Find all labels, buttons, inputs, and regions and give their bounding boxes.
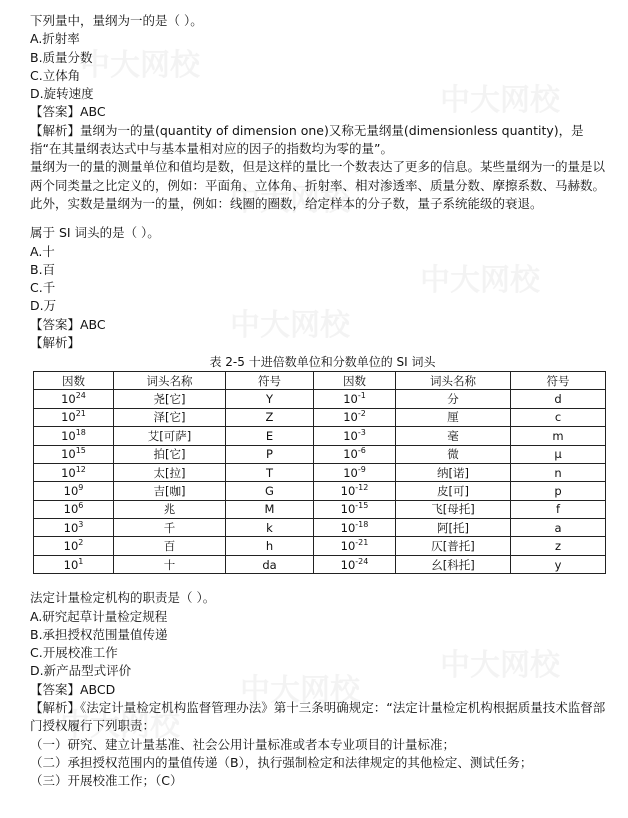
factor-exponent: -12 bbox=[355, 482, 369, 492]
prefix-name-cell: 皮[可] bbox=[396, 482, 511, 500]
factor-exponent: 24 bbox=[75, 391, 86, 401]
option-a: A.折射率 bbox=[30, 31, 80, 47]
symbol-cell: Y bbox=[226, 390, 314, 408]
symbol-cell: n bbox=[511, 463, 606, 481]
table-row bbox=[34, 537, 606, 555]
factor-exponent: -2 bbox=[357, 409, 366, 419]
option-b: B.承担授权范围量值传递 bbox=[30, 626, 168, 642]
factor-base: 10 bbox=[61, 428, 76, 443]
factor-cell bbox=[34, 427, 114, 445]
factor-base: 10 bbox=[63, 557, 79, 572]
table-header-row bbox=[34, 372, 606, 390]
factor-cell bbox=[314, 519, 396, 537]
analysis-paragraph: 量纲为一的量的测量单位和值均是数，但是这样的量比一个数表达了更多的信息。某些量纲为一的量是以两个同类量之比定义的，例如：平面角、立体角、折射率、相对渗透率、质量分数、摩擦系数、马赫数。此外，实数是量纲为一的量，例如：线圈的圈数，给定样本的分子数，量子系统能级的衰退。 bbox=[30, 159, 606, 211]
factor-exponent: 18 bbox=[75, 427, 86, 437]
prefix-name-cell: 阿[托] bbox=[396, 519, 511, 537]
factor-cell bbox=[314, 500, 396, 518]
option-c: C.开展校准工作 bbox=[30, 645, 118, 661]
symbol-cell: a bbox=[511, 519, 606, 537]
prefix-name-cell: 百 bbox=[114, 537, 226, 555]
symbol-cell: d bbox=[511, 390, 606, 408]
factor-cell bbox=[34, 463, 114, 481]
prefix-name-cell: 尧[它] bbox=[114, 390, 226, 408]
factor-exponent: -21 bbox=[355, 538, 369, 548]
symbol-cell: E bbox=[226, 427, 314, 445]
prefix-name-cell: 毫 bbox=[396, 427, 511, 445]
factor-cell bbox=[34, 555, 114, 573]
factor-base: 10 bbox=[343, 447, 358, 462]
factor-base: 10 bbox=[340, 502, 356, 517]
factor-base: 10 bbox=[61, 392, 76, 407]
symbol-cell: y bbox=[511, 555, 606, 573]
factor-cell bbox=[314, 408, 396, 426]
column-header: 因数 bbox=[314, 372, 396, 390]
symbol-cell: h bbox=[226, 537, 314, 555]
factor-exponent: 2 bbox=[78, 538, 84, 548]
factor-base: 10 bbox=[61, 465, 76, 480]
factor-base: 10 bbox=[63, 520, 79, 535]
factor-base: 10 bbox=[63, 483, 79, 498]
symbol-cell: p bbox=[511, 482, 606, 500]
factor-base: 10 bbox=[63, 539, 79, 554]
table-row bbox=[34, 427, 606, 445]
factor-base: 10 bbox=[340, 520, 356, 535]
factor-cell bbox=[314, 390, 396, 408]
factor-cell bbox=[314, 427, 396, 445]
factor-exponent: -6 bbox=[357, 446, 366, 456]
question-text: 属于 SI 词头的是（ ）。 bbox=[30, 225, 160, 241]
factor-cell bbox=[34, 519, 114, 537]
table-caption: 表 2-5 十进倍数单位和分数单位的 SI 词头 bbox=[209, 355, 436, 370]
factor-cell bbox=[34, 500, 114, 518]
symbol-cell: G bbox=[226, 482, 314, 500]
prefix-name-cell: 太[拉] bbox=[114, 463, 226, 481]
answer: 【答案】ABC bbox=[30, 316, 106, 332]
question-text: 法定计量检定机构的职责是（ ）。 bbox=[30, 590, 216, 606]
factor-cell bbox=[314, 463, 396, 481]
column-header: 符号 bbox=[511, 372, 606, 390]
factor-base: 10 bbox=[61, 410, 76, 425]
si-prefix-table bbox=[33, 371, 606, 574]
factor-exponent: 3 bbox=[78, 519, 84, 529]
analysis-paragraph: 【解析】《法定计量检定机构监督管理办法》第十三条明确规定：“法定计量检定机构根据质量技术监督部门授权履行下列职责： bbox=[30, 700, 606, 734]
symbol-cell: T bbox=[226, 463, 314, 481]
factor-base: 10 bbox=[340, 539, 356, 554]
factor-exponent: -9 bbox=[357, 464, 366, 474]
prefix-name-cell: 微 bbox=[396, 445, 511, 463]
symbol-cell: da bbox=[226, 555, 314, 573]
content bbox=[30, 12, 615, 791]
analysis-label: 【解析】 bbox=[30, 335, 81, 351]
question-text: 下列量中，量纲为一的是（ ）。 bbox=[30, 13, 203, 28]
factor-exponent: -1 bbox=[357, 391, 366, 401]
column-header: 词头名称 bbox=[114, 372, 226, 390]
prefix-name-cell: 拍[它] bbox=[114, 445, 226, 463]
option-a: A.十 bbox=[30, 243, 55, 259]
factor-cell bbox=[34, 537, 114, 555]
option-d: D.万 bbox=[30, 298, 57, 314]
table-row bbox=[34, 390, 606, 408]
table-row bbox=[34, 519, 606, 537]
factor-exponent: -18 bbox=[355, 519, 369, 529]
prefix-name-cell: 仄[普托] bbox=[396, 537, 511, 555]
prefix-name-cell: 十 bbox=[114, 555, 226, 573]
factor-base: 10 bbox=[340, 483, 356, 498]
analysis-item: （二）承担授权范围内的量值传递（B），执行强制检定和法律规定的其他检定、测试任务； bbox=[30, 754, 533, 770]
factor-cell bbox=[34, 445, 114, 463]
factor-base: 10 bbox=[343, 465, 358, 480]
factor-cell bbox=[34, 390, 114, 408]
symbol-cell: f bbox=[511, 500, 606, 518]
option-c: C.立体角 bbox=[30, 67, 81, 83]
factor-base: 10 bbox=[343, 428, 358, 443]
answer: 【答案】ABCD bbox=[30, 681, 116, 697]
table-row bbox=[34, 482, 606, 500]
prefix-name-cell: 分 bbox=[396, 390, 511, 408]
factor-cell bbox=[34, 482, 114, 500]
column-header: 符号 bbox=[226, 372, 314, 390]
table-row bbox=[34, 408, 606, 426]
symbol-cell: Z bbox=[226, 408, 314, 426]
column-header: 因数 bbox=[34, 372, 114, 390]
factor-exponent: -24 bbox=[355, 556, 369, 566]
option-c: C.千 bbox=[30, 280, 56, 296]
prefix-name-cell: 幺[科托] bbox=[396, 555, 511, 573]
factor-base: 10 bbox=[61, 447, 76, 462]
factor-base: 10 bbox=[343, 410, 358, 425]
option-d: D.旋转速度 bbox=[30, 86, 94, 102]
option-b: B.质量分数 bbox=[30, 49, 93, 65]
factor-cell bbox=[314, 537, 396, 555]
factor-cell bbox=[314, 482, 396, 500]
table-row bbox=[34, 555, 606, 573]
column-header: 词头名称 bbox=[396, 372, 511, 390]
prefix-name-cell: 泽[它] bbox=[114, 408, 226, 426]
table-row bbox=[34, 463, 606, 481]
prefix-name-cell: 艾[可萨] bbox=[114, 427, 226, 445]
factor-base: 10 bbox=[63, 502, 79, 517]
table-row bbox=[34, 445, 606, 463]
factor-exponent: 1 bbox=[78, 556, 84, 566]
prefix-name-cell: 兆 bbox=[114, 500, 226, 518]
prefix-name-cell: 吉[咖] bbox=[114, 482, 226, 500]
factor-exponent: -15 bbox=[355, 501, 369, 511]
factor-exponent: 6 bbox=[78, 501, 84, 511]
prefix-name-cell: 厘 bbox=[396, 408, 511, 426]
prefix-name-cell: 纳[诺] bbox=[396, 463, 511, 481]
option-d: D.新产品型式评价 bbox=[30, 663, 132, 679]
table-row bbox=[34, 500, 606, 518]
factor-cell bbox=[34, 408, 114, 426]
factor-cell bbox=[314, 555, 396, 573]
symbol-cell: z bbox=[511, 537, 606, 555]
symbol-cell: P bbox=[226, 445, 314, 463]
answer: 【答案】ABC bbox=[30, 104, 106, 120]
symbol-cell: μ bbox=[511, 445, 606, 463]
factor-exponent: 15 bbox=[75, 446, 86, 456]
factor-base: 10 bbox=[340, 557, 356, 572]
factor-exponent: 9 bbox=[78, 482, 84, 492]
factor-cell bbox=[314, 445, 396, 463]
factor-base: 10 bbox=[343, 392, 358, 407]
factor-exponent: 12 bbox=[75, 464, 86, 474]
option-a: A.研究起草计量检定规程 bbox=[30, 608, 168, 624]
factor-exponent: 21 bbox=[75, 409, 86, 419]
symbol-cell: c bbox=[511, 408, 606, 426]
symbol-cell: k bbox=[226, 519, 314, 537]
analysis-paragraph: 【解析】量纲为一的量(quantity of dimension one)又称无量纲量(dimensionless quantity)，是指“在其量纲表达式中与基本量相对应的因子的指数均为零的量”。 bbox=[30, 122, 584, 157]
prefix-name-cell: 千 bbox=[114, 519, 226, 537]
option-b: B.百 bbox=[30, 261, 56, 277]
prefix-name-cell: 飞[母托] bbox=[396, 500, 511, 518]
factor-exponent: -3 bbox=[357, 427, 366, 437]
analysis-item: （一）研究、建立计量基准、社会公用计量标准或者本专业项目的计量标准； bbox=[30, 736, 456, 752]
symbol-cell: m bbox=[511, 427, 606, 445]
analysis-item: （三）开展校准工作；（C） bbox=[30, 773, 183, 789]
symbol-cell: M bbox=[226, 500, 314, 518]
